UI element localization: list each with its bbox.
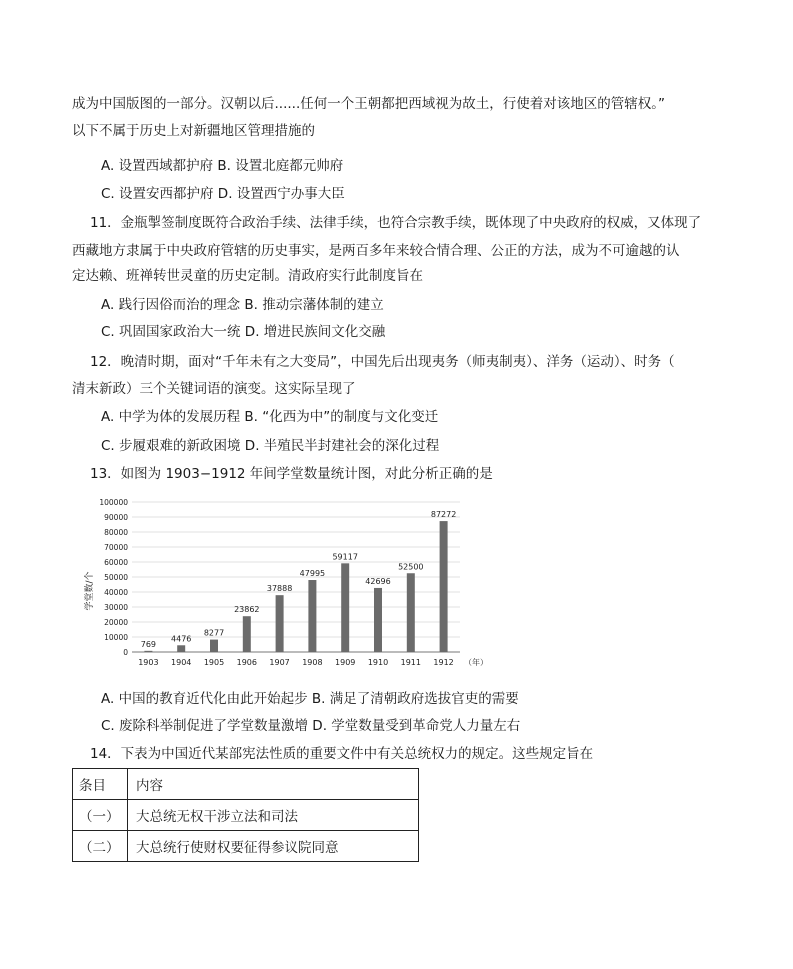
q13-options-ab: A. 中国的教育近代化由此开始起步 B. 满足了清朝政府选拔官吏的需要	[101, 691, 519, 707]
q11-options-cd: C. 巩固国家政治大一统 D. 增进民族间文化交融	[101, 324, 386, 340]
y-axis-label: 学堂数/个	[85, 571, 95, 611]
y-tick-label: 40000	[104, 588, 128, 597]
data-label-1904: 4476	[171, 634, 192, 644]
q11-text-line-1: 11．金瓶掣签制度既符合政治手续、法律手续，也符合宗教手续，既体现了中央政府的权威，又体现了	[90, 215, 702, 231]
q11-text-line-2: 西藏地方隶属于中央政府管辖的历史事实，是两百多年来较合情合理、公正的方法，成为不可逾越的认	[72, 243, 680, 259]
data-label-1912: 87272	[430, 510, 457, 520]
table-header-row	[73, 769, 419, 800]
q14-text-line-1: 14．下表为中国近代某部宪法性质的重要文件中有关总统权力的规定。这些规定旨在	[90, 746, 594, 762]
table-cell-content: 大总统行使财权要征得参议院同意	[128, 831, 419, 862]
x-tick-label-1905: 1905	[203, 658, 225, 667]
x-tick-label-1906: 1906	[236, 658, 257, 667]
bar-1909	[341, 563, 349, 652]
y-tick-label: 90000	[104, 513, 128, 522]
y-tick-label: 20000	[104, 618, 128, 627]
president-powers-table	[72, 768, 419, 862]
x-tick-label-1908: 1908	[302, 658, 323, 667]
table-header-item: 条目	[73, 769, 128, 800]
y-tick-label: 30000	[104, 603, 128, 612]
x-tick-label-1907: 1907	[269, 658, 290, 667]
x-axis-unit: （年）	[464, 658, 488, 667]
bar-1912	[440, 521, 448, 652]
q10-options-ab: A. 设置西域都护府 B. 设置北庭都元帅府	[101, 158, 344, 174]
x-tick-label-1910: 1910	[367, 658, 389, 667]
bar-1908	[308, 580, 316, 652]
data-label-1909: 59117	[332, 552, 358, 562]
data-label-1910: 42696	[365, 576, 391, 586]
x-tick-label-1903: 1903	[138, 658, 159, 667]
table-row	[73, 831, 419, 862]
bar-1903	[144, 651, 152, 652]
table-row	[73, 800, 419, 831]
data-label-1906: 23862	[234, 605, 260, 615]
data-label-1903: 769	[140, 639, 157, 649]
q10-text-line-1: 成为中国版图的一部分。汉朝以后......任何一个王朝都把西域视为故土，行使着对该地区的管辖权。”	[72, 96, 665, 112]
bar-1910	[374, 588, 382, 652]
q11-text-line-3: 定达赖、班禅转世灵童的历史定制。清政府实行此制度旨在	[72, 268, 423, 284]
table-cell-item: （一）	[73, 800, 128, 831]
bar-1906	[243, 616, 251, 652]
q10-options-cd: C. 设置安西都护府 D. 设置西宁办事大臣	[101, 186, 345, 202]
data-label-1908: 47995	[299, 569, 326, 579]
bar-1905	[210, 640, 218, 652]
bar-1911	[407, 573, 415, 652]
data-label-1911: 52500	[398, 562, 424, 572]
x-tick-label-1909: 1909	[335, 658, 356, 667]
y-tick-label: 50000	[104, 573, 128, 582]
y-tick-label: 100000	[99, 498, 128, 507]
x-tick-label-1912: 1912	[433, 658, 454, 667]
bar-1904	[177, 645, 185, 652]
q13-options-cd: C. 废除科举制促进了学堂数量激增 D. 学堂数量受到革命党人力量左右	[101, 718, 521, 734]
q12-text-line-1: 12．晚清时期，面对“千年未有之大变局”，中国先后出现夷务（师夷制夷）、洋务（运动）、时务（	[90, 354, 675, 370]
y-tick-label: 80000	[104, 528, 128, 537]
y-tick-label: 10000	[104, 633, 128, 642]
q12-options-cd: C. 步履艰难的新政困境 D. 半殖民半封建社会的深化过程	[101, 438, 440, 454]
q12-options-ab: A. 中学为体的发展历程 B. “化西为中”的制度与文化变迁	[101, 409, 439, 425]
y-tick-label: 70000	[104, 543, 128, 552]
y-tick-label: 0	[123, 648, 128, 657]
x-tick-label-1911: 1911	[400, 658, 421, 667]
data-label-1907: 37888	[266, 584, 293, 594]
data-label-1905: 8277	[203, 628, 225, 638]
school-count-bar-chart	[80, 492, 490, 674]
table-cell-item: （二）	[73, 831, 128, 862]
bar-1907	[276, 595, 284, 652]
q13-text-line-1: 13．如图为 1903−1912 年间学堂数量统计图，对此分析正确的是	[90, 466, 493, 482]
table-header-content: 内容	[128, 769, 419, 800]
q12-text-line-2: 清末新政）三个关键词语的演变。这实际呈现了	[72, 381, 356, 397]
q10-text-line-2: 以下不属于历史上对新疆地区管理措施的	[72, 123, 315, 139]
q11-options-ab: A. 践行因俗而治的理念 B. 推动宗藩体制的建立	[101, 297, 384, 313]
x-tick-label-1904: 1904	[171, 658, 192, 667]
y-tick-label: 60000	[104, 558, 128, 567]
table-cell-content: 大总统无权干涉立法和司法	[128, 800, 419, 831]
